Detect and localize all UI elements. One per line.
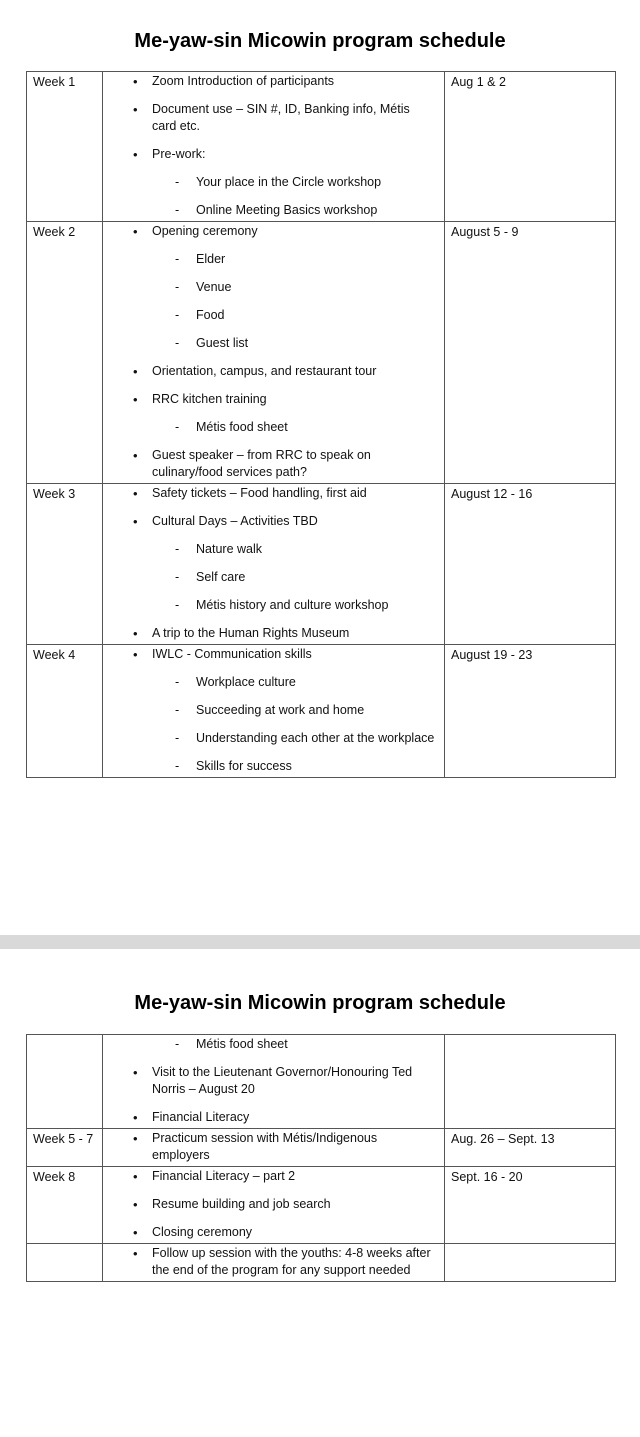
schedule-body [27, 72, 616, 778]
activities-cell [103, 1129, 445, 1167]
activity-list [103, 1168, 436, 1241]
list-item: • Follow up session with the youths: 4-8 weeks after the end of the program for any support needed [103, 1245, 436, 1279]
list-item: • Opening ceremony [103, 223, 436, 240]
activity-list [103, 1036, 436, 1126]
activity-list [103, 485, 436, 642]
list-item: • RRC kitchen training [103, 391, 436, 408]
date-cell [445, 1244, 616, 1282]
sub-item: - Métis food sheet [103, 419, 436, 436]
table-row [27, 222, 616, 484]
activity-list [103, 1130, 436, 1164]
sub-item: - Your place in the Circle workshop [103, 174, 436, 191]
sub-item: - Guest list [103, 335, 436, 352]
date-cell: August 5 - 9 [445, 222, 616, 484]
date-cell: August 19 - 23 [445, 645, 616, 778]
week-cell: Week 4 [27, 645, 103, 778]
activities-cell [103, 484, 445, 645]
sub-item: - Succeeding at work and home [103, 702, 436, 719]
list-item: • Practicum session with Métis/Indigenous employers [103, 1130, 436, 1164]
sub-item: - Métis food sheet [103, 1036, 436, 1053]
list-item: • Financial Literacy [103, 1109, 436, 1126]
activities-cell [103, 72, 445, 222]
sub-item: - Food [103, 307, 436, 324]
activities-cell [103, 1035, 445, 1129]
date-cell: Sept. 16 - 20 [445, 1167, 616, 1244]
table-row [27, 484, 616, 645]
list-item: • Resume building and job search [103, 1196, 436, 1213]
list-item: • Safety tickets – Food handling, first aid [103, 485, 436, 502]
sub-item: - Elder [103, 251, 436, 268]
week-cell: Week 1 [27, 72, 103, 222]
sub-item: - Self care [103, 569, 436, 586]
list-item: • Orientation, campus, and restaurant tour [103, 363, 436, 380]
sub-item: - Métis history and culture workshop [103, 597, 436, 614]
sub-item: - Skills for success [103, 758, 436, 775]
list-item: • IWLC - Communication skills [103, 646, 436, 663]
schedule-table [26, 1034, 616, 1282]
week-cell [27, 1035, 103, 1129]
sub-item: - Workplace culture [103, 674, 436, 691]
table-row [27, 72, 616, 222]
date-cell: August 12 - 16 [445, 484, 616, 645]
week-cell [27, 1244, 103, 1282]
table-row [27, 1244, 616, 1282]
list-item: • Guest speaker – from RRC to speak on culinary/food services path? [103, 447, 436, 481]
table-row [27, 1129, 616, 1167]
page-title: Me-yaw-sin Micowin program schedule [134, 992, 506, 1014]
date-cell: Aug. 26 – Sept. 13 [445, 1129, 616, 1167]
table-row [27, 1167, 616, 1244]
activity-list [103, 1245, 436, 1279]
activities-cell [103, 222, 445, 484]
table-row [27, 645, 616, 778]
list-item: • Zoom Introduction of participants [103, 73, 436, 90]
page-divider [0, 935, 640, 949]
activity-list [103, 73, 436, 219]
sub-item: - Venue [103, 279, 436, 296]
week-cell: Week 3 [27, 484, 103, 645]
date-cell: Aug 1 & 2 [445, 72, 616, 222]
sub-item: - Understanding each other at the workplace [103, 730, 436, 747]
table-row [27, 1035, 616, 1129]
week-cell: Week 5 - 7 [27, 1129, 103, 1167]
schedule-body [27, 1035, 616, 1282]
activities-cell [103, 1244, 445, 1282]
list-item: • Visit to the Lieutenant Governor/Honouring Ted Norris – August 20 [103, 1064, 436, 1098]
activity-list [103, 223, 436, 481]
date-cell [445, 1035, 616, 1129]
list-item: • Financial Literacy – part 2 [103, 1168, 436, 1185]
week-cell: Week 2 [27, 222, 103, 484]
sub-item: - Online Meeting Basics workshop [103, 202, 436, 219]
list-item: • Closing ceremony [103, 1224, 436, 1241]
page-title: Me-yaw-sin Micowin program schedule [134, 30, 506, 52]
sub-item: - Nature walk [103, 541, 436, 558]
list-item: • Cultural Days – Activities TBD [103, 513, 436, 530]
list-item: • A trip to the Human Rights Museum [103, 625, 436, 642]
activity-list [103, 646, 436, 775]
list-item: • Document use – SIN #, ID, Banking info, Métis card etc. [103, 101, 436, 135]
schedule-page-2 [0, 949, 640, 1437]
activities-cell [103, 645, 445, 778]
week-cell: Week 8 [27, 1167, 103, 1244]
schedule-table [26, 71, 616, 778]
list-item: • Pre-work: [103, 146, 436, 163]
activities-cell [103, 1167, 445, 1244]
